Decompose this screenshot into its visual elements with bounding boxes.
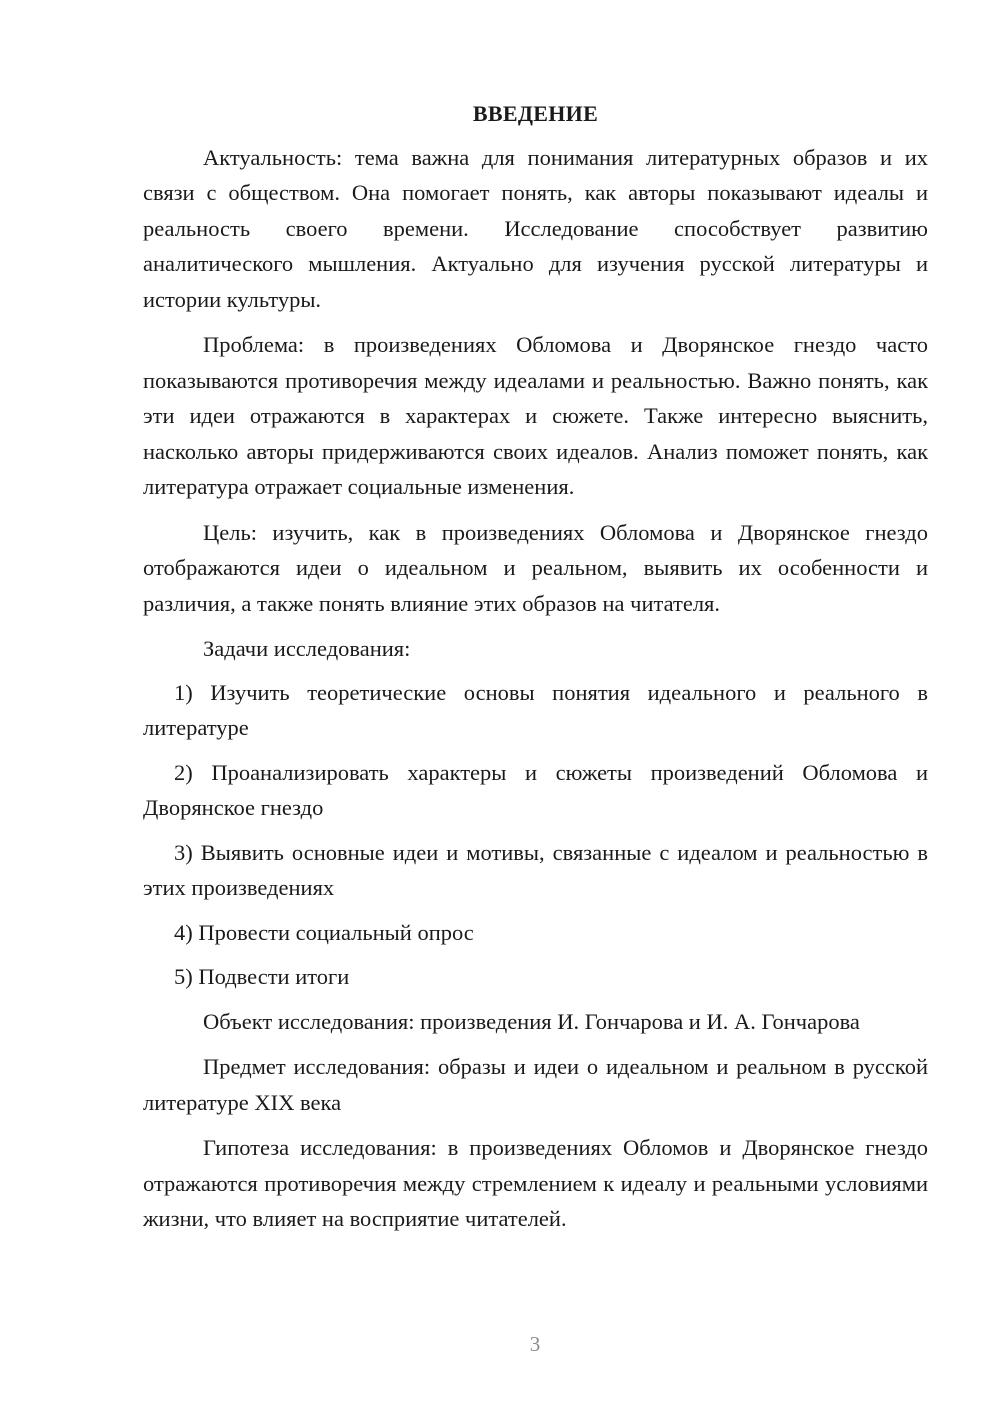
object-paragraph: Объект исследования: произведения И. Гончарова и И. А. Гончарова [203,1008,860,1034]
goal-paragraph: Цель: изучить, как в произведениях Обломова и Дворянское гнездо отображаются идеи о идеальном и реальном, выявить их особенности и различия, а также понять влияние этих образов на читателя. [143,519,928,616]
subject-paragraph: Предмет исследования: образы и идеи о идеальном и реальном в русской литературе XIX века [143,1054,928,1115]
task-item-5: 5) Подвести итоги [174,964,350,989]
task-item-3: 3) Выявить основные идеи и мотивы, связанные с идеалом и реальностью в этих произведениях [143,839,928,900]
hypothesis-paragraph: Гипотеза исследования: в произведениях Обломов и Дворянское гнездо отражаются противоречия между стремлением к идеалу и реальными условиями жизни, что влияет на восприятие читателей. [143,1135,928,1231]
tasks-heading: Задачи исследования: [203,636,411,661]
task-item-1: 1) Изучить теоретические основы понятия идеального и реального в литературе [143,679,928,740]
task-item-2: 2) Проанализировать характеры и сюжеты произведений Обломова и Дворянское гнездо [143,759,928,820]
document-body [143,96,928,1247]
page-title: ВВЕДЕНИЕ [472,101,599,126]
relevance-paragraph: Актуальность: тема важна для понимания литературных образов и их связи с обществом. Она помогает понять, как авторы показывают идеалы и реальность своего времени. Исследование способствует развитию аналитического мышления. Актуально для изучения русской литературы и истории культуры. [143,144,928,312]
page-number: 3 [529,1332,541,1356]
problem-paragraph: Проблема: в произведениях Обломова и Дворянское гнездо часто показываются противоречия между идеалами и реальностью. Важно понять, как эти идеи отражаются в характерах и сюжете. Также интересно выяснить, насколько авторы придерживаются своих идеалов. Анализ поможет понять, как литература отражает социальные изменения. [143,332,928,499]
task-item-4: 4) Провести социальный опрос [174,919,474,945]
